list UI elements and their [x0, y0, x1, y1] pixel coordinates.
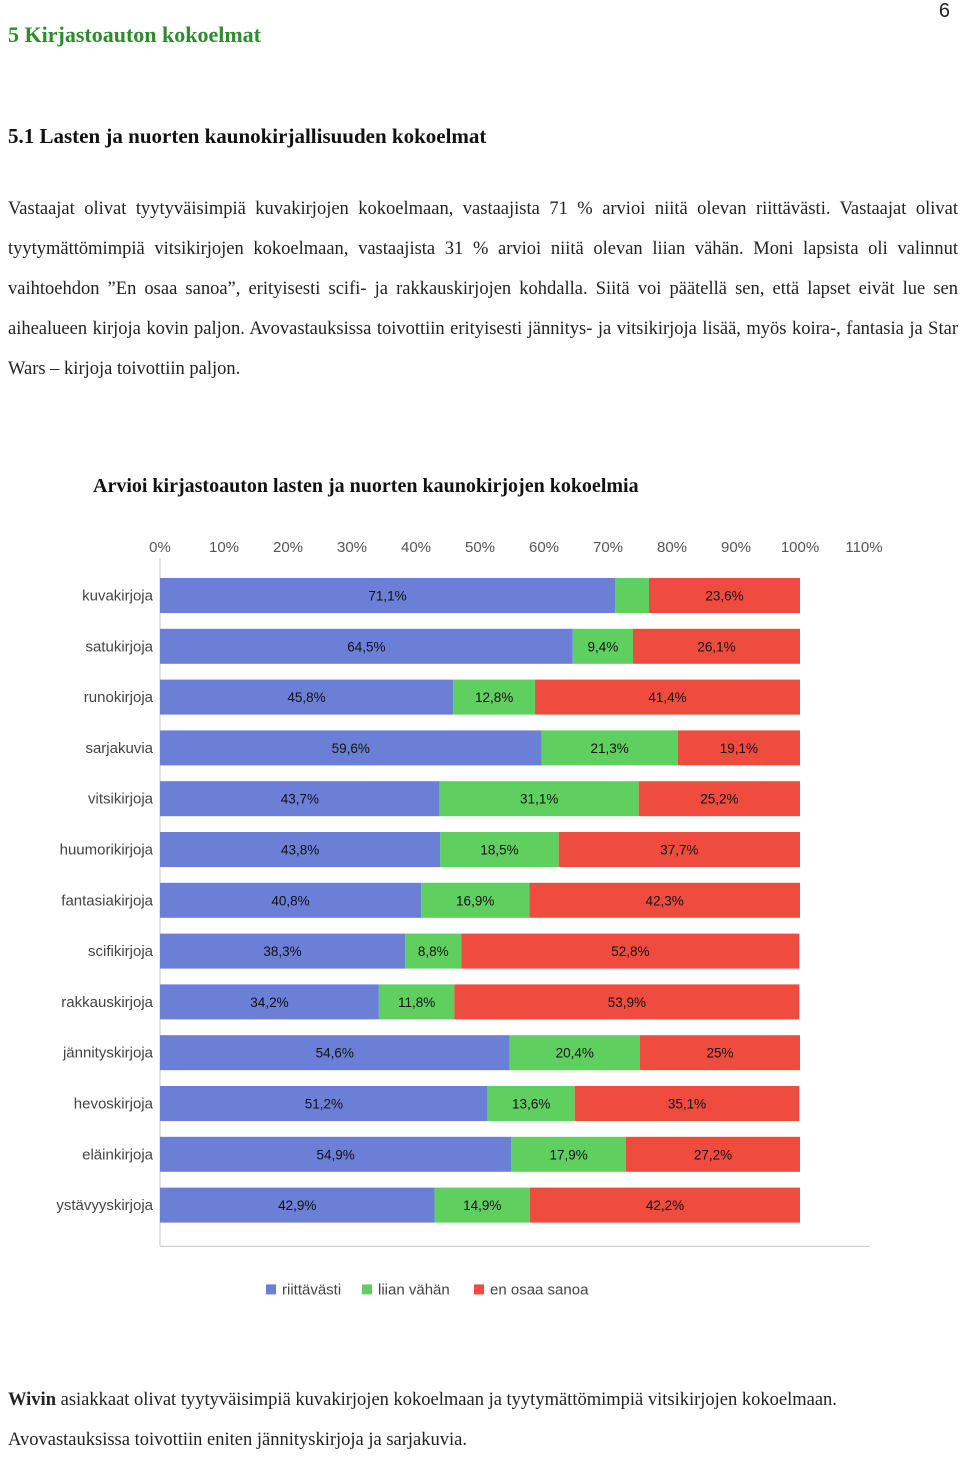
category-label: sarjakuvia [85, 739, 153, 757]
closing-text: asiakkaat olivat tyytyväisimpiä kuvakirjojen kokoelmaan ja tyytymättömimpiä vitsikirjojen kokoelmaan. Avovastauksissa toivottiin eniten jännityskirjoja ja sarjakuvia. [8, 1390, 837, 1450]
data-label: 64,5% [347, 639, 386, 655]
x-tick-label: 80% [656, 539, 688, 556]
data-label: 16,9% [456, 893, 495, 909]
category-label: hevoskirjoja [73, 1095, 153, 1113]
category-label: satukirjoja [85, 638, 153, 656]
legend-swatch [474, 1284, 484, 1294]
data-label: 26,1% [697, 639, 736, 655]
data-label: 25% [706, 1045, 734, 1061]
data-label: 34,2% [250, 994, 289, 1010]
data-label: 17,9% [549, 1147, 588, 1163]
data-label: 52,8% [611, 944, 650, 960]
chart-title: Arvioi kirjastoauton lasten ja nuorten kaunokirjojen kokoelmia [93, 475, 639, 497]
category-label: ystävyyskirjoja [56, 1197, 153, 1215]
data-label: 14,9% [463, 1198, 502, 1214]
x-tick-label: 40% [400, 539, 432, 556]
data-label: 25,2% [700, 791, 739, 807]
legend-label: riittävästi [282, 1281, 342, 1299]
data-label: 53,9% [607, 994, 647, 1010]
data-label: 41,4% [648, 690, 687, 706]
category-label: eläinkirjoja [82, 1146, 153, 1164]
closing-paragraph [8, 1380, 958, 1460]
subsection-heading: 5.1 Lasten ja nuorten kaunokirjallisuuden kokoelmat [8, 124, 487, 148]
x-tick-label: 50% [464, 539, 496, 556]
data-label: 38,3% [263, 944, 302, 960]
category-label: vitsikirjoja [87, 790, 153, 808]
data-label: 37,7% [660, 842, 699, 858]
data-label: 42,3% [645, 893, 684, 909]
data-label: 42,2% [645, 1198, 685, 1214]
legend-label: liian vähän [378, 1281, 450, 1299]
x-tick-label: 110% [845, 539, 883, 556]
category-label: kuvakirjoja [82, 587, 153, 605]
data-label: 35,1% [667, 1096, 707, 1112]
bar-segment [615, 578, 649, 613]
data-label: 54,9% [316, 1147, 355, 1163]
data-label: 27,2% [693, 1147, 733, 1163]
stacked-bar-chart [0, 520, 960, 1320]
data-label: 45,8% [287, 690, 326, 706]
data-label: 9,4% [587, 639, 619, 655]
x-tick-label: 0% [149, 539, 171, 556]
data-label: 51,2% [304, 1096, 343, 1112]
legend-swatch [266, 1284, 276, 1294]
data-label: 31,1% [520, 791, 559, 807]
data-label: 43,8% [281, 842, 320, 858]
data-label: 71,1% [368, 588, 407, 604]
data-label: 43,7% [280, 791, 319, 807]
data-label: 59,6% [331, 740, 370, 756]
category-label: scifikirjoja [87, 943, 153, 961]
legend-label: en osaa sanoa [490, 1281, 589, 1299]
data-label: 40,8% [271, 893, 310, 909]
category-label: huumorikirjoja [59, 841, 153, 859]
data-label: 13,6% [512, 1096, 551, 1112]
data-label: 19,1% [719, 740, 759, 756]
x-tick-label: 90% [720, 539, 752, 556]
closing-lead: Wivin [8, 1390, 56, 1410]
data-label: 8,8% [417, 944, 449, 960]
page-number: 6 [938, 0, 950, 22]
category-label: jännityskirjoja [62, 1044, 153, 1062]
category-label: fantasiakirjoja [61, 892, 153, 910]
x-tick-label: 70% [592, 539, 624, 556]
x-tick-label: 100% [780, 539, 820, 556]
section-heading: 5 Kirjastoauton kokoelmat [8, 22, 261, 47]
data-label: 42,9% [278, 1198, 317, 1214]
legend-swatch [362, 1284, 372, 1294]
category-label: runokirjoja [83, 689, 153, 707]
data-label: 12,8% [474, 690, 514, 706]
data-label: 20,4% [555, 1045, 594, 1061]
x-tick-label: 60% [528, 539, 560, 556]
data-label: 18,5% [480, 842, 519, 858]
data-label: 23,6% [705, 588, 744, 604]
x-tick-label: 30% [336, 539, 368, 556]
x-tick-label: 10% [208, 539, 240, 556]
x-tick-label: 20% [272, 539, 304, 556]
data-label: 54,6% [315, 1045, 354, 1061]
body-paragraph: Vastaajat olivat tyytyväisimpiä kuvakirjojen kokoelmaan, vastaajista 71 % arvioi niitä olevan riittävästi. Vastaajat olivat tyytymättömimpiä vitsikirjojen kokoelmaan, vastaajista 31 % arvioi niitä olevan liian vähän. Moni lapsista oli valinnut vaihtoehdon ”En osaa sanoa”, erityisesti scifi- ja rakkauskirjojen kohdalla. Siitä voi päätellä sen, että lapset eivät lue sen aihealueen kirjoja kovin paljon. Avovastauksissa toivottiin erityisesti jännitys- ja vitsikirjoja lisää, myös koira-, fantasia ja Star Wars – kirjoja toivottiin paljon. [8, 199, 958, 379]
category-label: rakkauskirjoja [61, 993, 153, 1011]
data-label: 21,3% [590, 740, 629, 756]
data-label: 11,8% [397, 994, 436, 1010]
